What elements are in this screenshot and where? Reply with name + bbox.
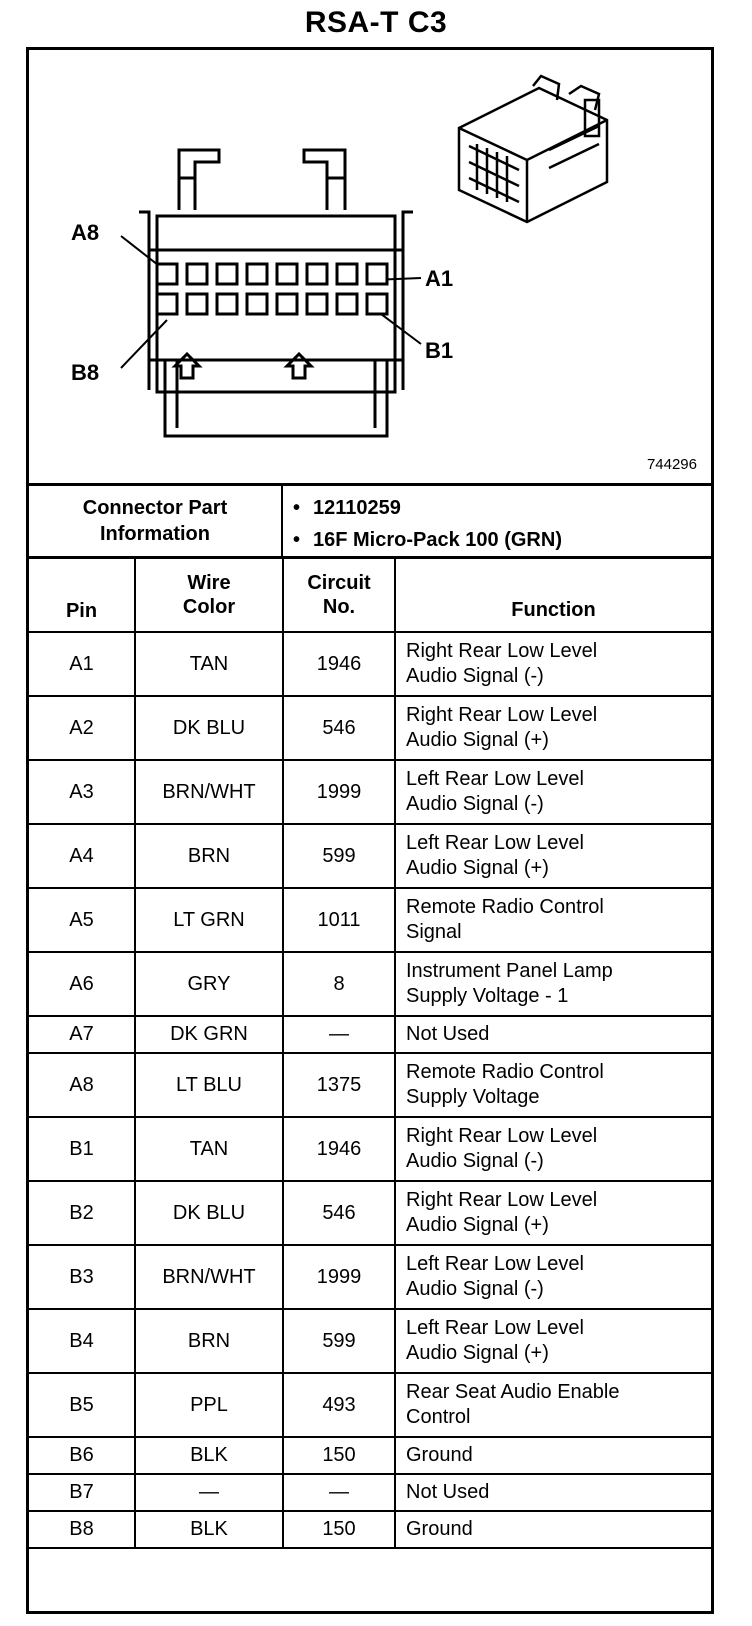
circuit-cell: —	[283, 1016, 395, 1053]
pin-label-b1: B1	[425, 338, 454, 363]
header-circuit	[283, 559, 395, 632]
wire-color-cell: PPL	[135, 1373, 283, 1437]
header-wire-color	[135, 559, 283, 632]
part-number	[293, 492, 562, 524]
function-line-2: Audio Signal (+)	[406, 857, 549, 879]
table-row	[29, 1511, 711, 1548]
function-cell	[395, 1181, 711, 1245]
function-line-2: Signal	[406, 921, 462, 943]
table-row	[29, 1245, 711, 1309]
cavity-row-a	[157, 264, 387, 284]
wire-color-cell: BRN/WHT	[135, 1245, 283, 1309]
table-row	[29, 632, 711, 696]
table-body	[29, 632, 711, 1548]
circuit-cell: 546	[283, 696, 395, 760]
wire-color-cell: DK GRN	[135, 1016, 283, 1053]
pin-cell: A1	[29, 632, 135, 696]
connector-info-label	[29, 486, 283, 556]
pin-cell: B2	[29, 1181, 135, 1245]
function-cell	[395, 888, 711, 952]
circuit-cell: 1999	[283, 760, 395, 824]
wire-color-cell: BLK	[135, 1437, 283, 1474]
function-cell	[395, 760, 711, 824]
pinout-table	[29, 559, 711, 1549]
part-description-value: 16F Micro-Pack 100 (GRN)	[313, 529, 562, 551]
function-line-2: Control	[406, 1406, 471, 1428]
pin-label-a8: A8	[71, 220, 100, 245]
circuit-cell: 150	[283, 1511, 395, 1548]
function-line-2: Audio Signal (-)	[406, 793, 544, 815]
function-line-1: Right Rear Low Level	[406, 704, 598, 726]
function-cell	[395, 824, 711, 888]
wire-color-cell: DK BLU	[135, 696, 283, 760]
function-line-1: Remote Radio Control	[406, 1061, 604, 1083]
bullet-icon: •	[293, 497, 301, 519]
function-line-1: Right Rear Low Level	[406, 1125, 598, 1147]
wire-color-cell: BLK	[135, 1511, 283, 1548]
part-description	[293, 524, 562, 556]
part-number-value: 12110259	[313, 497, 401, 519]
function-line-1: Rear Seat Audio Enable	[406, 1381, 620, 1403]
function-cell	[395, 952, 711, 1016]
pin-cell: A8	[29, 1053, 135, 1117]
function-cell	[395, 696, 711, 760]
function-cell	[395, 1117, 711, 1181]
pin-cell: A4	[29, 824, 135, 888]
function-line-2: Audio Signal (+)	[406, 1342, 549, 1364]
connector-info-values	[293, 492, 562, 556]
function-line-2: Audio Signal (-)	[406, 1150, 544, 1172]
function-line-1: Left Rear Low Level	[406, 1253, 584, 1275]
circuit-cell: 546	[283, 1181, 395, 1245]
header-function: Function	[395, 559, 711, 632]
bullet-icon: •	[293, 529, 301, 551]
function-cell	[395, 1245, 711, 1309]
table-row	[29, 1474, 711, 1511]
function-cell	[395, 1309, 711, 1373]
function-line-1: Left Rear Low Level	[406, 1317, 584, 1339]
circuit-cell: 150	[283, 1437, 395, 1474]
function-cell	[395, 1511, 711, 1548]
circuit-cell: 1375	[283, 1053, 395, 1117]
function-line-2: Supply Voltage - 1	[406, 985, 569, 1007]
table-row	[29, 952, 711, 1016]
function-cell	[395, 1053, 711, 1117]
header-wire-color-line1: Wire	[187, 572, 231, 594]
wire-color-cell: BRN/WHT	[135, 760, 283, 824]
connector-info-label-line2: Information	[100, 523, 210, 545]
function-line-1: Right Rear Low Level	[406, 640, 598, 662]
function-line-1: Right Rear Low Level	[406, 1189, 598, 1211]
circuit-cell: 599	[283, 1309, 395, 1373]
table-row	[29, 1016, 711, 1053]
header-circuit-line1: Circuit	[307, 572, 371, 594]
wire-color-cell: LT GRN	[135, 888, 283, 952]
wire-color-cell: LT BLU	[135, 1053, 283, 1117]
pin-cell: A2	[29, 696, 135, 760]
circuit-cell: 1999	[283, 1245, 395, 1309]
function-line-1: Ground	[406, 1444, 473, 1466]
pin-cell: B6	[29, 1437, 135, 1474]
pin-cell: B4	[29, 1309, 135, 1373]
pin-cell: B5	[29, 1373, 135, 1437]
header-wire-color-line2: Color	[182, 596, 236, 618]
wire-color-cell: TAN	[135, 1117, 283, 1181]
wire-color-cell: BRN	[135, 1309, 283, 1373]
wire-color-cell: —	[135, 1474, 283, 1511]
pin-cell: A7	[29, 1016, 135, 1053]
wire-color-cell: BRN	[135, 824, 283, 888]
function-line-1: Not Used	[406, 1023, 490, 1045]
cavity-row-b	[157, 294, 387, 314]
function-line-1: Left Rear Low Level	[406, 832, 584, 854]
table-row	[29, 888, 711, 952]
table-row	[29, 760, 711, 824]
circuit-cell: 8	[283, 952, 395, 1016]
pin-cell: A3	[29, 760, 135, 824]
circuit-cell: 493	[283, 1373, 395, 1437]
pin-cell: A6	[29, 952, 135, 1016]
circuit-cell: —	[283, 1474, 395, 1511]
connector-drawing	[29, 50, 711, 483]
connector-iso-view	[459, 76, 607, 222]
connector-figure	[29, 50, 711, 486]
function-cell	[395, 1437, 711, 1474]
figure-id: 744296	[646, 456, 697, 473]
table-row	[29, 1437, 711, 1474]
table-row	[29, 1053, 711, 1117]
function-line-1: Instrument Panel Lamp	[406, 960, 613, 982]
table-row	[29, 696, 711, 760]
table-row	[29, 1373, 711, 1437]
connector-sheet	[26, 47, 714, 1614]
function-line-2: Audio Signal (+)	[406, 1214, 549, 1236]
pin-label-b8: B8	[71, 360, 100, 385]
function-line-1: Ground	[406, 1518, 473, 1540]
connector-info	[29, 486, 711, 559]
function-line-1: Not Used	[406, 1481, 490, 1503]
function-cell	[395, 1373, 711, 1437]
pin-cell: B1	[29, 1117, 135, 1181]
function-line-1: Left Rear Low Level	[406, 768, 584, 790]
pin-label-a1: A1	[425, 266, 454, 291]
function-cell	[395, 632, 711, 696]
wire-color-cell: DK BLU	[135, 1181, 283, 1245]
pin-cell: B8	[29, 1511, 135, 1548]
wire-color-cell: GRY	[135, 952, 283, 1016]
table-row	[29, 1309, 711, 1373]
circuit-cell: 1011	[283, 888, 395, 952]
circuit-cell: 599	[283, 824, 395, 888]
function-line-2: Supply Voltage	[406, 1086, 540, 1108]
page-title: RSA-T C3	[304, 6, 448, 39]
function-line-2: Audio Signal (-)	[406, 1278, 544, 1300]
pin-cell: B3	[29, 1245, 135, 1309]
header-pin: Pin	[29, 559, 135, 632]
table-row	[29, 1181, 711, 1245]
header-circuit-line2: No.	[322, 596, 356, 618]
circuit-cell: 1946	[283, 632, 395, 696]
pin-cell: B7	[29, 1474, 135, 1511]
pin-cell: A5	[29, 888, 135, 952]
function-cell	[395, 1474, 711, 1511]
function-line-2: Audio Signal (-)	[406, 665, 544, 687]
connector-info-label-line1: Connector Part	[82, 497, 228, 519]
wire-color-cell: TAN	[135, 632, 283, 696]
table-row	[29, 824, 711, 888]
table-header-row	[29, 559, 711, 632]
table-row	[29, 1117, 711, 1181]
function-line-1: Remote Radio Control	[406, 896, 604, 918]
circuit-cell: 1946	[283, 1117, 395, 1181]
function-line-2: Audio Signal (+)	[406, 729, 549, 751]
function-cell	[395, 1016, 711, 1053]
